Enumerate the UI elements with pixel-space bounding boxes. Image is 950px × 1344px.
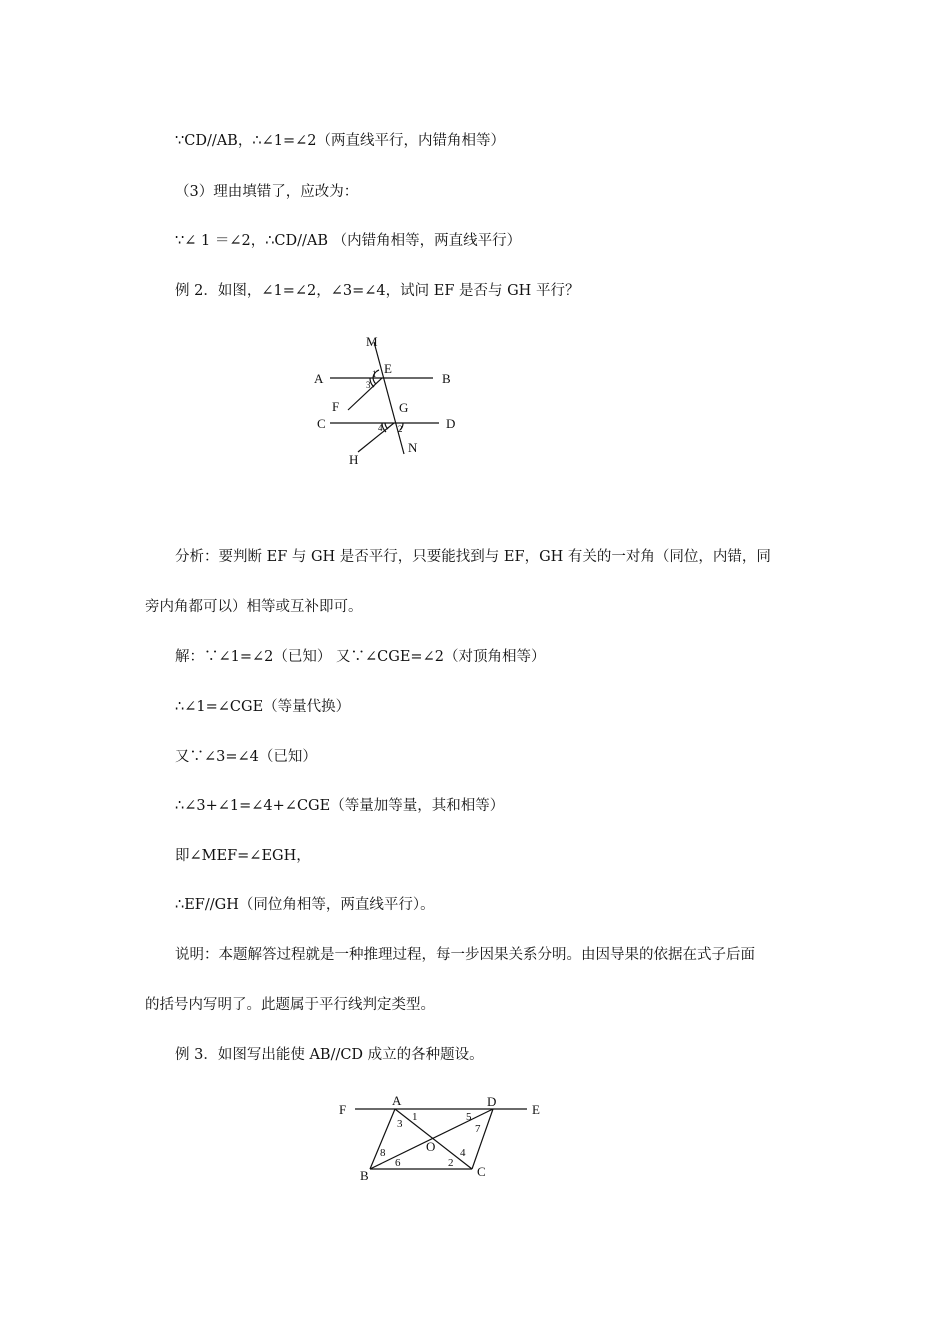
solution-line-3: 又∵∠3=∠4（已知） bbox=[175, 749, 317, 765]
label-G: G bbox=[399, 400, 409, 415]
label-F: F bbox=[339, 1102, 347, 1117]
label-F: F bbox=[332, 399, 340, 414]
angle-label-8: 8 bbox=[380, 1147, 386, 1159]
angle-label-2: 2 bbox=[398, 424, 403, 434]
correction-heading: （3）理由填错了，应改为： bbox=[175, 184, 359, 200]
angle-label-3: 3 bbox=[366, 380, 371, 390]
label-M: M bbox=[366, 334, 378, 349]
angle-label-6: 6 bbox=[395, 1157, 401, 1169]
label-C: C bbox=[477, 1164, 486, 1179]
line-GH bbox=[358, 423, 394, 452]
explanation-line-2: 的括号内写明了。此题属于平行线判定类型。 bbox=[145, 997, 435, 1013]
label-E: E bbox=[384, 361, 392, 376]
angle-label-4: 4 bbox=[378, 423, 383, 433]
label-A: A bbox=[314, 371, 324, 386]
angle-label-3: 3 bbox=[397, 1118, 403, 1130]
label-B: B bbox=[442, 371, 451, 386]
proof-line-corrected: ∵∠ 1 ＝∠2，∴CD//AB （内错角相等，两直线平行） bbox=[175, 233, 522, 249]
angle-label-7: 7 bbox=[475, 1123, 481, 1135]
angle-label-1: 1 bbox=[412, 1111, 418, 1123]
figure-parallel-lines-1 bbox=[300, 330, 480, 475]
angle-label-5: 5 bbox=[466, 1111, 472, 1123]
analysis-line-2: 旁内角都可以）相等或互补即可。 bbox=[145, 599, 363, 615]
solution-conclusion: ∴EF//GH（同位角相等，两直线平行）。 bbox=[175, 897, 435, 913]
label-A: A bbox=[392, 1093, 402, 1108]
label-D: D bbox=[446, 416, 456, 431]
solution-line-1: 解：∵∠1=∠2（已知） 又∵∠CGE=∠2（对顶角相等） bbox=[175, 649, 546, 665]
solution-line-2: ∴∠1=∠CGE（等量代换） bbox=[175, 699, 351, 715]
proof-line-1: ∵CD//AB，∴∠1=∠2（两直线平行，内错角相等） bbox=[175, 133, 505, 149]
label-E: E bbox=[532, 1102, 540, 1117]
label-D: D bbox=[487, 1094, 497, 1109]
analysis-line-1: 分析：要判断 EF 与 GH 是否平行，只要能找到与 EF，GH 有关的一对角（同位，内错，同 bbox=[175, 549, 771, 565]
label-N: N bbox=[408, 440, 418, 455]
line-MN bbox=[374, 342, 404, 454]
solution-line-5: 即∠MEF=∠EGH， bbox=[175, 848, 311, 864]
label-H: H bbox=[349, 452, 359, 467]
angle-arc-4a bbox=[385, 423, 388, 429]
side-AB bbox=[370, 1109, 395, 1169]
label-C: C bbox=[317, 416, 326, 431]
label-B: B bbox=[360, 1168, 369, 1183]
line-EF bbox=[348, 378, 382, 410]
example-2-question: 例 2．如图，∠1=∠2，∠3=∠4，试问 EF 是否与 GH 平行？ bbox=[175, 283, 580, 299]
explanation-line-1: 说明：本题解答过程就是一种推理过程，每一步因果关系分明。由因导果的依据在式子后面 bbox=[175, 947, 755, 963]
angle-label-4: 4 bbox=[460, 1147, 466, 1159]
label-O: O bbox=[426, 1139, 436, 1154]
angle-label-2: 2 bbox=[448, 1157, 454, 1169]
angle-label-1: 1 bbox=[372, 369, 377, 379]
solution-line-4: ∴∠3+∠1=∠4+∠CGE（等量加等量，其和相等） bbox=[175, 798, 505, 814]
example-3-question: 例 3．如图写出能使 AB//CD 成立的各种题设。 bbox=[175, 1047, 484, 1063]
figure-parallelogram-2 bbox=[330, 1090, 550, 1190]
